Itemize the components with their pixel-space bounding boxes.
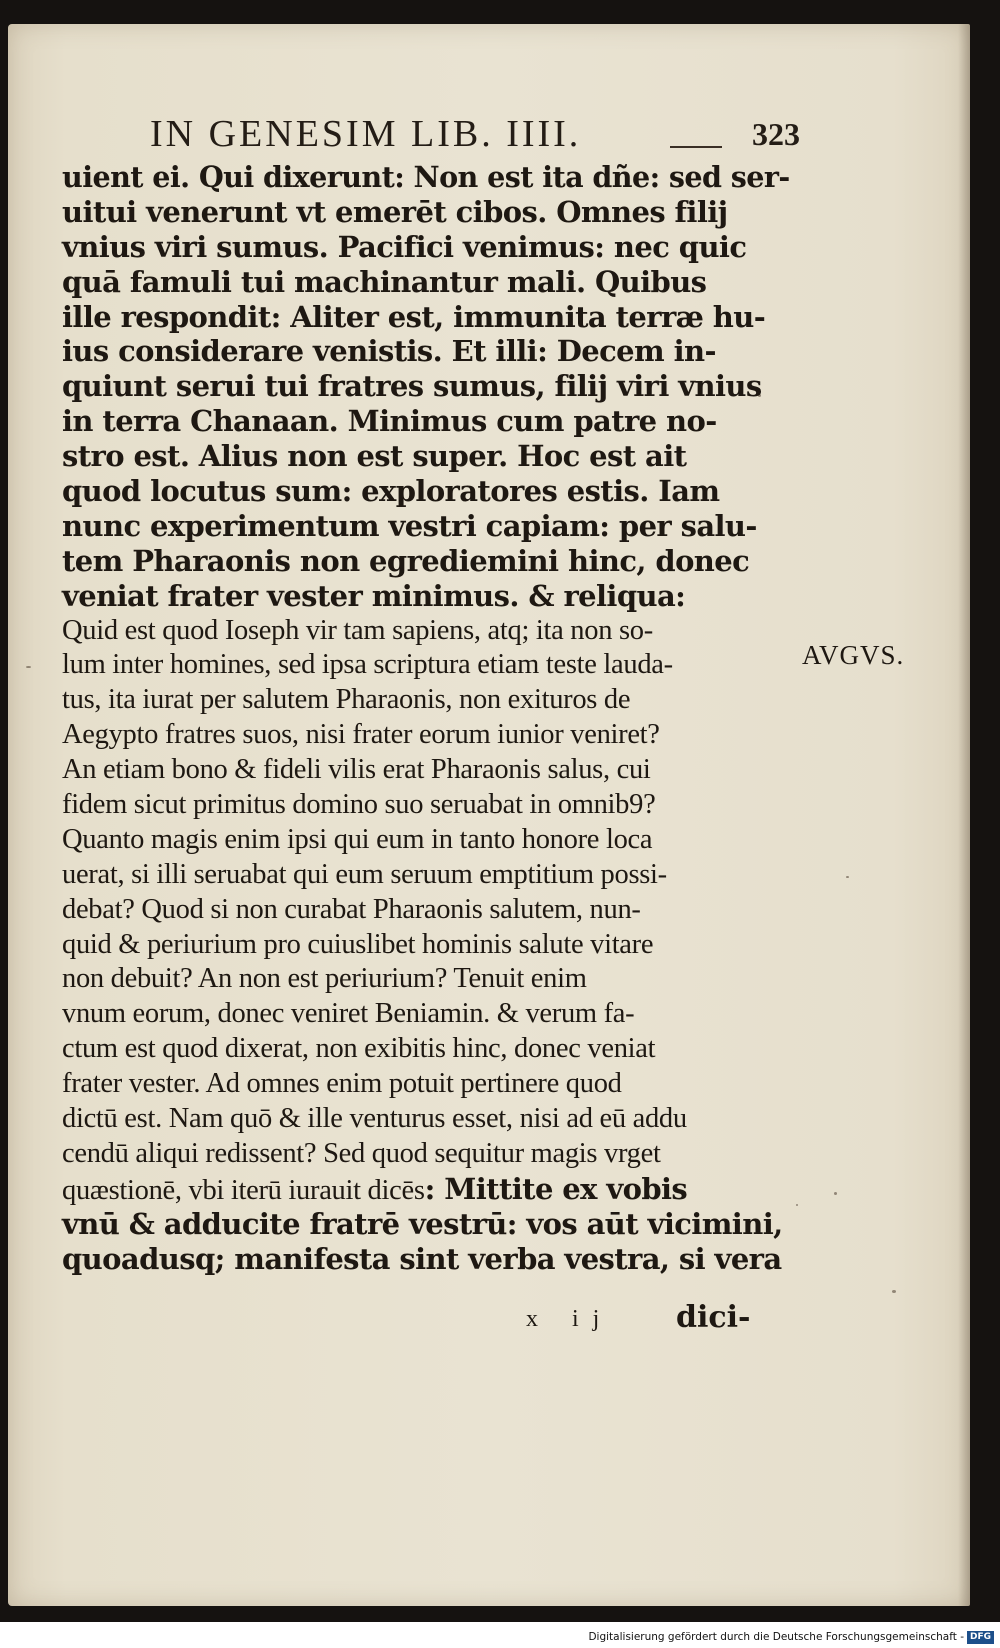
text-line bbox=[62, 369, 790, 404]
text-line bbox=[62, 1137, 790, 1172]
body-text bbox=[62, 160, 790, 1277]
text-line-blackletter-part: : Mittite ex vobis bbox=[424, 1171, 688, 1206]
text-line-content: quid & periurium pro cuiuslibet hominis salute vitare bbox=[62, 928, 654, 960]
signature-mark: x ij bbox=[526, 1306, 614, 1332]
text-line-content: ius considerare venistis. Et illi: Decem in- bbox=[62, 334, 716, 369]
text-line bbox=[62, 962, 790, 997]
text-line-content: An etiam bono & fideli vilis erat Pharaonis salus, cui bbox=[62, 754, 651, 786]
ink-speck bbox=[796, 1204, 798, 1206]
text-line bbox=[62, 404, 790, 439]
text-line bbox=[62, 1207, 790, 1242]
text-line-content: non debuit? An non est periurium? Tenuit enim bbox=[62, 963, 587, 995]
text-line bbox=[62, 439, 790, 474]
text-line bbox=[62, 823, 790, 858]
ink-speck bbox=[892, 1290, 896, 1293]
text-line bbox=[62, 195, 790, 230]
page-footer bbox=[526, 1300, 806, 1340]
text-line bbox=[62, 544, 790, 579]
text-line bbox=[62, 893, 790, 928]
text-line bbox=[62, 683, 790, 718]
text-line-content: ctum est quod dixerat, non exibitis hinc, donec veniat bbox=[62, 1033, 656, 1065]
text-line-content: vnum eorum, donec veniret Beniamin. & verum fa- bbox=[62, 998, 635, 1030]
text-line bbox=[62, 1102, 790, 1137]
marginal-note: AVGVS. bbox=[802, 640, 905, 670]
text-line bbox=[62, 718, 790, 753]
text-line-content: quiunt serui tui fratres sumus, filij viri vnius bbox=[62, 369, 762, 404]
page-edge-shadow bbox=[958, 24, 970, 1606]
catchword: dici- bbox=[676, 1300, 751, 1335]
running-rule bbox=[670, 146, 722, 148]
text-line-content: fidem sicut primitus domino suo seruabat in omnib9? bbox=[62, 789, 656, 821]
text-line bbox=[62, 997, 790, 1032]
text-line-content: dictū est. Nam quō & ille venturus esset, nisi ad eū addu bbox=[62, 1103, 687, 1135]
text-line bbox=[62, 1032, 790, 1067]
text-line bbox=[62, 160, 790, 195]
text-line-content: uient ei. Qui dixerunt: Non est ita dñe: sed ser- bbox=[62, 160, 790, 194]
text-line bbox=[62, 928, 790, 963]
ink-speck bbox=[834, 1192, 837, 1195]
text-line-content: debat? Quod si non curabat Pharaonis salutem, nun- bbox=[62, 893, 641, 925]
text-line bbox=[62, 858, 790, 893]
text-line bbox=[62, 614, 790, 649]
text-line-content: quoadusq; manifesta sint verba vestra, si vera bbox=[62, 1241, 782, 1276]
text-line-content: vnū & adducite fratrē vestrū: vos aūt vicimini, bbox=[62, 1206, 783, 1241]
text-line-content: tem Pharaonis non egrediemini hinc, donec bbox=[62, 543, 750, 578]
text-line-content: in terra Chanaan. Minimus cum patre no- bbox=[62, 404, 717, 439]
running-head bbox=[150, 112, 800, 156]
credit-text: Digitalisierung gefördert durch die Deutsche Forschungsgemeinschaft - bbox=[588, 1631, 964, 1643]
text-line-content: veniat frater vester minimus. & reliqua: bbox=[62, 578, 686, 613]
text-line-content: quā famuli tui machinantur mali. Quibus bbox=[62, 264, 707, 299]
ink-speck bbox=[26, 666, 31, 668]
text-line-content: cendū aliqui redissent? Sed quod sequitur magis vrget bbox=[62, 1137, 661, 1169]
text-line bbox=[62, 1067, 790, 1102]
text-line bbox=[62, 1172, 790, 1207]
text-line bbox=[62, 753, 790, 788]
text-line-content: quod locutus sum: exploratores estis. Iam bbox=[62, 474, 720, 509]
text-line-content: stro est. Alius non est super. Hoc est ait bbox=[62, 439, 687, 474]
text-line-roman-part: quæstionē, vbi iterū iurauit dicēs bbox=[62, 1174, 425, 1206]
text-line-content: uitui venerunt vt emerēt cibos. Omnes filij bbox=[62, 194, 728, 229]
text-line-content: nunc experimentum vestri capiam: per salu- bbox=[62, 508, 757, 543]
text-line-content: Quanto magis enim ipsi qui eum in tanto honore loca bbox=[62, 823, 653, 855]
dfg-logo: DFG bbox=[967, 1631, 994, 1644]
ink-speck bbox=[846, 876, 849, 878]
text-line bbox=[62, 648, 790, 683]
text-line bbox=[62, 474, 790, 509]
text-line bbox=[62, 579, 790, 614]
text-line-content: frater vester. Ad omnes enim potuit pertinere quod bbox=[62, 1068, 622, 1100]
text-line-content: Aegypto fratres suos, nisi frater eorum iunior veniret? bbox=[62, 719, 660, 751]
text-line bbox=[62, 509, 790, 544]
text-line bbox=[62, 334, 790, 369]
text-line-content: vnius viri sumus. Pacifici venimus: nec quic bbox=[62, 229, 747, 264]
text-line-content: lum inter homines, sed ipsa scriptura etiam teste lauda- bbox=[62, 649, 673, 681]
text-line bbox=[62, 230, 790, 265]
text-line-content: ille respondit: Aliter est, immunita terræ hu- bbox=[62, 299, 766, 334]
text-line bbox=[62, 1242, 790, 1277]
text-line bbox=[62, 265, 790, 300]
text-line bbox=[62, 300, 790, 335]
credit-line bbox=[588, 1628, 994, 1646]
folio-number: 323 bbox=[752, 116, 800, 152]
running-title: IN GENESIM LIB. IIII. bbox=[150, 113, 582, 155]
text-line-content: uerat, si illi seruabat qui eum seruum emptitium possi- bbox=[62, 858, 667, 890]
text-line-content: tus, ita iurat per salutem Pharaonis, non exituros de bbox=[62, 684, 631, 716]
text-line-content: Quid est quod Ioseph vir tam sapiens, atq; ita non so- bbox=[62, 614, 653, 646]
text-line bbox=[62, 788, 790, 823]
